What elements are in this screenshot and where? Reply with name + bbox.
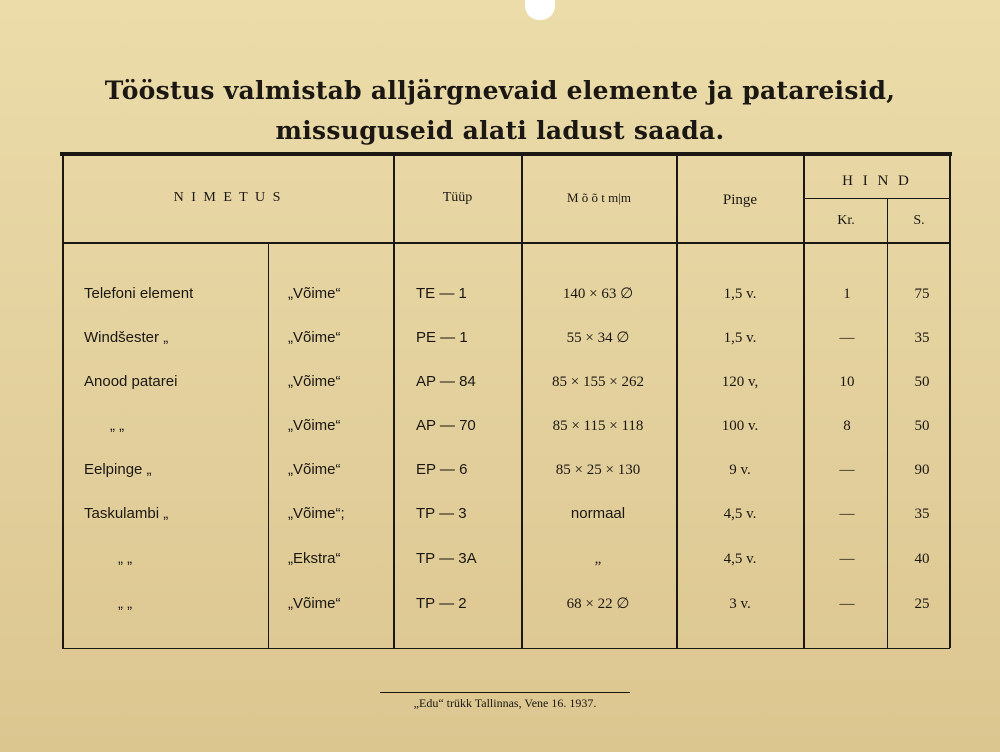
row-name: Telefoni element (84, 285, 194, 302)
col-divider-dimension (521, 156, 523, 648)
row-dimension: 55 × 34 ∅ (566, 330, 630, 346)
col-divider-voltage (676, 156, 678, 648)
row-type: TP — 3 (416, 505, 467, 522)
row-brand: „Võime“ (288, 595, 341, 612)
header-s: S. (913, 213, 925, 228)
row-dimension: 85 × 115 × 118 (552, 418, 644, 434)
heading-line-2: missuguseid alati ladust saada. (275, 116, 725, 145)
price-subheader-rule (804, 198, 950, 199)
row-price-s: 50 (914, 374, 930, 390)
row-price-s: 35 (914, 330, 930, 346)
row-voltage: 1,5 v. (723, 286, 757, 302)
row-type: EP — 6 (416, 461, 468, 478)
row-type: AP — 84 (416, 373, 476, 390)
row-price-s: 90 (914, 462, 930, 478)
row-voltage: 100 v. (721, 418, 759, 434)
row-voltage: 4,5 v. (723, 551, 757, 567)
col-divider-type (393, 156, 395, 648)
header-kr: Kr. (837, 213, 855, 228)
row-brand: „Võime“; (288, 505, 345, 522)
header-bottom-rule (62, 242, 950, 244)
row-name: Anood patarei (84, 373, 178, 390)
row-brand: „Võime“ (288, 373, 341, 390)
row-brand: „Ekstra“ (288, 550, 341, 567)
header-dimension: M õ õ t m|m (567, 190, 631, 205)
row-dimension: 140 × 63 ∅ (562, 286, 634, 302)
row-type: TP — 3A (416, 550, 477, 567)
col-divider-price (803, 156, 805, 648)
printer-footer: „Edu“ trükk Tallinnas, Vene 16. 1937. (413, 696, 597, 710)
row-type: TP — 2 (416, 595, 467, 612)
row-price-kr: — (839, 330, 855, 346)
table-right-border (949, 156, 951, 648)
row-dimension: 85 × 25 × 130 (555, 462, 641, 478)
row-type: AP — 70 (416, 417, 476, 434)
row-price-s: 40 (914, 551, 930, 567)
name-brand-divider (268, 243, 269, 648)
row-brand: „Võime“ (288, 285, 341, 302)
row-voltage: 3 v. (729, 596, 751, 612)
row-type: TE — 1 (416, 285, 467, 302)
row-voltage: 1,5 v. (723, 330, 757, 346)
row-price-s: 25 (914, 596, 930, 612)
row-dimension: „ (594, 551, 602, 567)
header-voltage: Pinge (722, 192, 758, 208)
row-price-kr: — (839, 506, 855, 522)
row-dimension: normaal (570, 505, 626, 522)
row-name: Taskulambi „ (84, 505, 169, 522)
row-type: PE — 1 (416, 329, 468, 346)
row-brand: „Võime“ (288, 329, 341, 346)
table-left-border (62, 156, 64, 648)
row-name: „ „ (118, 550, 133, 567)
row-name: „ „ (110, 417, 125, 434)
row-brand: „Võime“ (288, 461, 341, 478)
table-top-rule (60, 152, 952, 156)
row-price-kr: 1 (843, 286, 851, 302)
row-price-kr: — (839, 551, 855, 567)
row-price-s: 75 (914, 286, 930, 302)
row-price-s: 50 (914, 418, 930, 434)
row-price-kr: — (839, 596, 855, 612)
row-brand: „Võime“ (288, 417, 341, 434)
row-price-s: 35 (914, 506, 930, 522)
row-price-kr: 10 (839, 374, 855, 390)
row-dimension: 85 × 155 × 262 (552, 374, 644, 390)
header-name: N I M E T U S (173, 190, 283, 205)
heading-line-1: Tööstus valmistab alljärgnevaid elemente ja patareisid, (104, 76, 896, 105)
table-bottom-rule (62, 648, 950, 649)
paper-tear (525, 0, 555, 20)
row-price-kr: — (839, 462, 855, 478)
footer-rule (380, 692, 630, 693)
row-voltage: 9 v. (729, 462, 751, 478)
row-name: Windšester „ (84, 329, 169, 346)
row-price-kr: 8 (843, 418, 851, 434)
row-dimension: 68 × 22 ∅ (566, 596, 630, 612)
header-price: H I N D (842, 173, 912, 189)
row-name: „ „ (118, 595, 133, 612)
row-voltage: 4,5 v. (723, 506, 757, 522)
header-type: Tüüp (442, 190, 473, 205)
row-name: Eelpinge „ (84, 461, 152, 478)
row-voltage: 120 v, (721, 374, 759, 390)
